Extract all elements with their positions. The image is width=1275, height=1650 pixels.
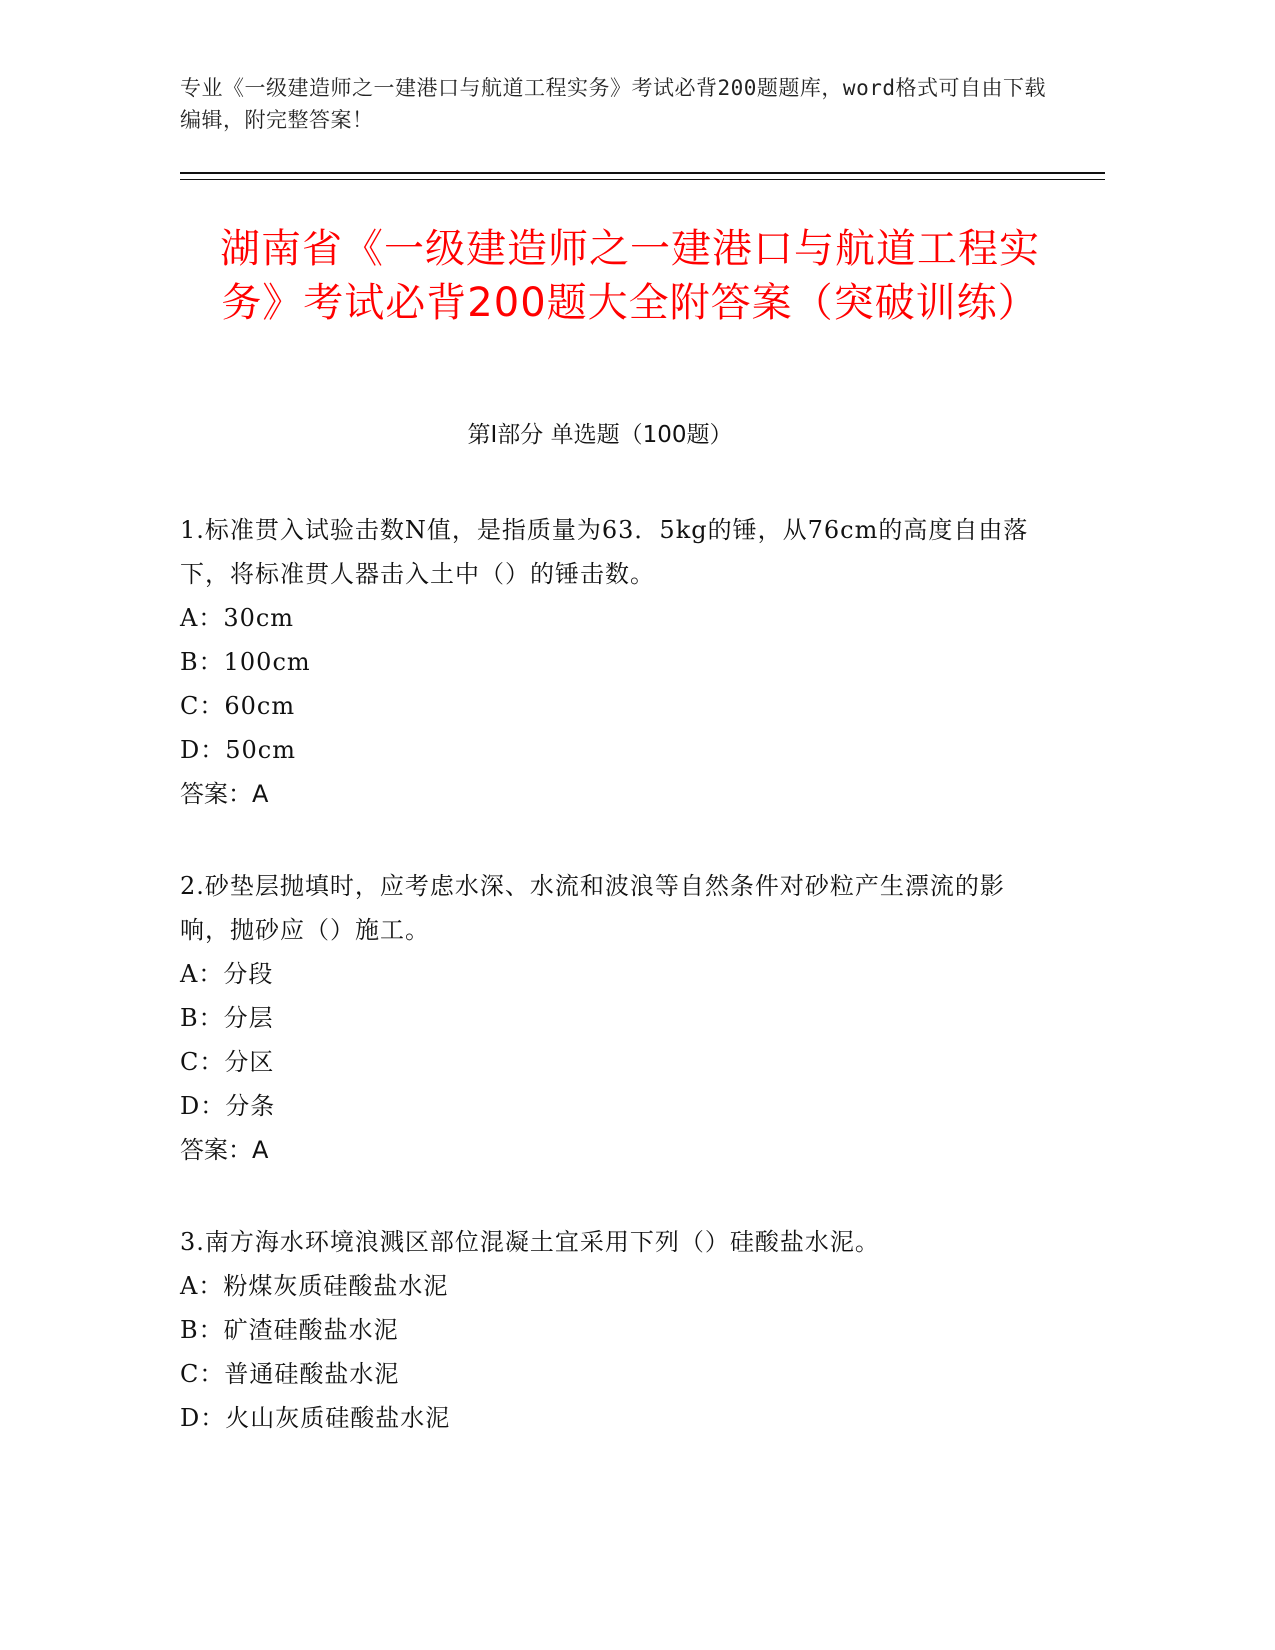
option-b: B：100cm	[180, 648, 311, 676]
document-title: 湖南省《一级建造师之一建港口与航道工程实务》考试必背200题大全附答案（突破训练）	[220, 226, 1040, 326]
option-d: D：分条	[180, 1092, 276, 1120]
option-a: A：粉煤灰质硅酸盐水泥	[180, 1272, 449, 1300]
option-b: B：分层	[180, 1004, 274, 1032]
header-divider-thin	[180, 179, 1105, 180]
section-title: 第Ⅰ部分 单选题（100题）	[467, 422, 733, 448]
option-d: D：火山灰质硅酸盐水泥	[180, 1404, 451, 1432]
question-3	[180, 1220, 1040, 1440]
answer: 答案：A	[180, 780, 269, 808]
option-b: B：矿渣硅酸盐水泥	[180, 1316, 399, 1344]
question-list	[180, 508, 1040, 1488]
header-note: 专业《一级建造师之一建港口与航道工程实务》考试必背200题题库，word格式可自由下载编辑，附完整答案！	[180, 76, 1046, 132]
option-d: D：50cm	[180, 736, 296, 764]
question-stem: 1.标准贯入试验击数N值，是指质量为63．5kg的锤，从76cm的高度自由落下，将标准贯人器击入土中（）的锤击数。	[180, 516, 1029, 588]
option-a: A：分段	[180, 960, 274, 988]
option-c: C：普通硅酸盐水泥	[180, 1360, 400, 1388]
question-2	[180, 864, 1040, 1172]
question-1	[180, 508, 1040, 816]
question-stem: 3.南方海水环境浪溅区部位混凝土宜采用下列（）硅酸盐水泥。	[180, 1228, 880, 1256]
answer: 答案：A	[180, 1136, 269, 1164]
option-c: C：分区	[180, 1048, 275, 1076]
option-c: C：60cm	[180, 692, 296, 720]
question-stem: 2.砂垫层抛填时，应考虑水深、水流和波浪等自然条件对砂粒产生漂流的影响，抛砂应（）施工。	[180, 872, 1005, 944]
option-a: A：30cm	[180, 604, 295, 632]
header-divider-thick	[180, 172, 1105, 174]
